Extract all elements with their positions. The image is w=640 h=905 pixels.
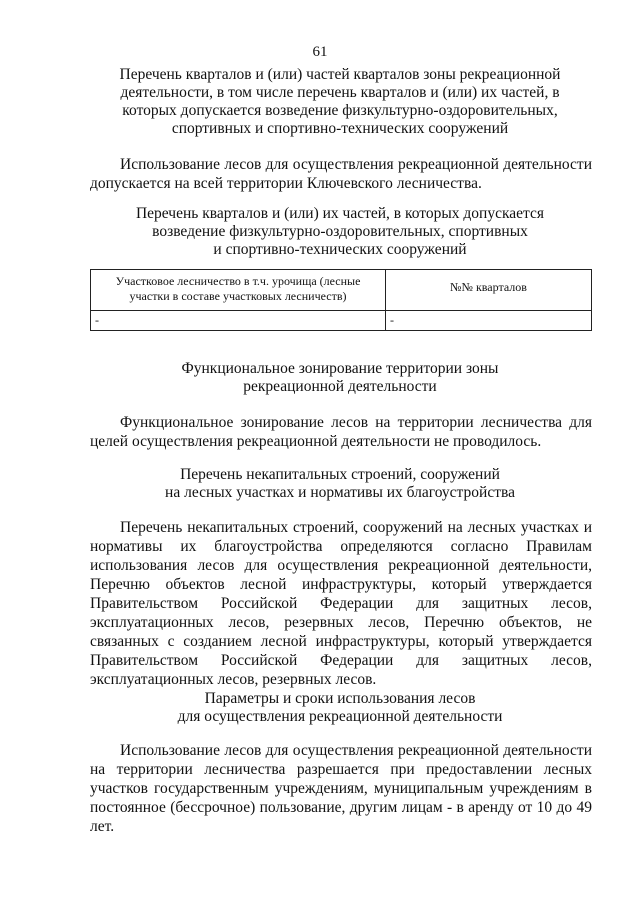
heading-line: Параметры и сроки использования лесов [204, 690, 476, 707]
heading-line: деятельности, в том числе перечень кварталов и (или) их частей, в [120, 84, 560, 101]
paragraph-text: Функциональное зонирование лесов на территории лесничества для целей осуществления рекреационной деятельности не проводилось. [90, 414, 592, 450]
heading-functional-zoning [60, 360, 620, 396]
paragraph-text: Использование лесов для осуществления рекреационной деятельности на территории лесничества разрешается при предоставлении лесных участков государственным учреждениям, муниципальным учреждениям в постоянное (бессрочное) пользование, другим лицам - в аренду от 10 до 49 лет. [90, 742, 592, 835]
heading-line: рекреационной деятельности [243, 378, 437, 395]
heading-line: Перечень некапитальных строений, сооружений [180, 466, 500, 483]
quarters-table [90, 269, 592, 331]
heading-line: Перечень кварталов и (или) частей кварталов зоны рекреационной [119, 66, 561, 83]
heading-line: и спортивно-технических сооружений [213, 241, 467, 258]
table-cell: - [91, 311, 386, 331]
heading-line: на лесных участках и нормативы их благоустройства [165, 484, 515, 501]
heading-parameters-terms [60, 690, 620, 726]
paragraph-text: Использование лесов для осуществления рекреационной деятельности допускается на всей территории Ключевского лесничества. [90, 156, 592, 192]
paragraph-text: Перечень некапитальных строений, сооружений на лесных участках и нормативы их благоустройства определяются согласно Правилам использования лесов для осуществления рекреационной деятельности, Перечню объектов лесной инфраструктуры, который утверждается Правительством Российской Федерации для защитных лесов, эксплуатационных лесов, резервных лесов, Перечню объектов, не связанных с созданием лесной инфраструктуры, который утверждается Правительством Российской Федерации для защитных лесов, эксплуатационных лесов, резервных лесов. [90, 519, 592, 688]
heading-line: возведение физкультурно-оздоровительных, спортивных [152, 223, 528, 240]
heading-sports-facilities [60, 205, 620, 259]
heading-line: для осуществления рекреационной деятельности [177, 708, 503, 725]
heading-line: которых допускается возведение физкультурно-оздоровительных, [122, 102, 558, 119]
table-row [91, 311, 592, 331]
heading-line: Перечень кварталов и (или) их частей, в которых допускается [135, 205, 544, 222]
heading-quarters-list [60, 66, 620, 138]
paragraph-forest-use [90, 155, 592, 193]
page-number: 61 [312, 44, 328, 60]
table-cell: - [386, 311, 592, 331]
paragraph-terms [90, 741, 592, 836]
table-header-forestry: Участковое лесничество в т.ч. урочища (лесные участки в составе участковых лесничеств) [91, 270, 386, 311]
heading-temporary-structures [60, 466, 620, 502]
paragraph-structures [90, 518, 592, 689]
paragraph-zoning [90, 413, 592, 451]
heading-line: Функциональное зонирование территории зоны [181, 360, 499, 377]
heading-line: спортивных и спортивно-технических сооружений [171, 120, 509, 137]
table-header-row [91, 270, 592, 311]
table-header-quarters: №№ кварталов [386, 270, 592, 311]
